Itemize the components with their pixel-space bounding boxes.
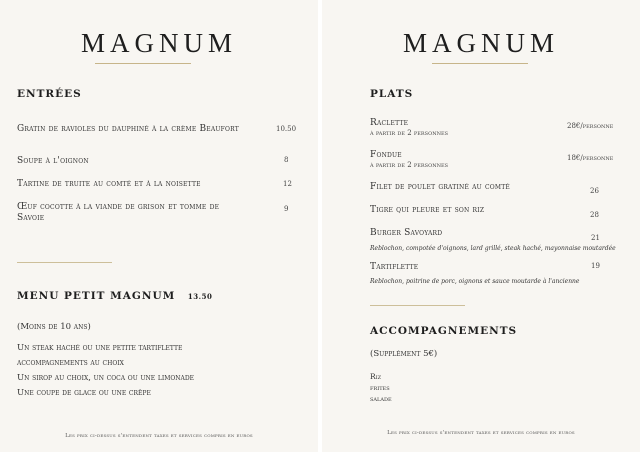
kids-menu-line: Un sirop au choix, un coca ou une limonade xyxy=(17,373,195,383)
entree-item-price: 8 xyxy=(284,156,289,164)
plat-item-price: 18€/personne xyxy=(567,154,614,162)
section-divider xyxy=(370,305,465,306)
plat-item-name: Raclette xyxy=(370,118,409,128)
brand-title: MAGNUM xyxy=(402,28,559,58)
section-divider xyxy=(17,262,112,263)
plat-item-price: 28€/personne xyxy=(567,122,614,130)
kids-menu-line: Une coupe de glace ou une crêpe xyxy=(17,388,151,398)
plat-item-price: 21 xyxy=(591,234,600,242)
kids-menu-title: MENU PETIT MAGNUM xyxy=(17,290,176,302)
entree-item-price: 9 xyxy=(284,205,289,213)
kids-menu-price: 13.50 xyxy=(187,292,213,301)
accompagnement-item: salade xyxy=(370,394,392,403)
accompagnements-note: (Supplément 5€) xyxy=(370,349,438,359)
entree-item-name: Soupe à l'oignon xyxy=(17,156,89,166)
plat-item-price: 19 xyxy=(591,262,600,270)
entree-item-name: Gratin de ravioles du dauphiné à la crème Beaufort xyxy=(17,124,239,134)
plat-item-note: à partir de 2 personnes xyxy=(370,129,449,137)
kids-menu-line: accompagnements au choix xyxy=(17,358,124,368)
plat-item-description: Reblochon, compotée d'oignons, lard grillé, steak haché, mayonnaise moutardée xyxy=(370,245,616,252)
price-footer-note: Les prix ci-dessus s'entendent taxes et services compris en euros xyxy=(387,430,575,436)
plat-item-name: Filet de poulet gratiné au comté xyxy=(370,182,510,192)
title-underline xyxy=(432,63,528,64)
kids-menu-heading xyxy=(17,290,212,302)
entree-item-name: Tartine de truite au comté et à la noisette xyxy=(17,179,201,189)
entree-item-price: 12 xyxy=(283,180,292,188)
accompagnement-item: frites xyxy=(370,383,390,392)
entrees-heading: ENTRÉES xyxy=(17,88,82,100)
kids-menu-line: Un steak haché ou une petite tartiflette xyxy=(17,343,183,353)
entree-item-price: 10.50 xyxy=(276,125,297,133)
kids-menu-age: (Moins de 10 ans) xyxy=(17,322,91,332)
plats-heading: PLATS xyxy=(370,88,414,100)
plat-item-price: 26 xyxy=(590,187,599,195)
menu-page-left xyxy=(0,0,318,452)
plat-item-description: Reblochon, poitrine de porc, oignons et sauce moutarde à l'ancienne xyxy=(370,278,580,285)
plat-item-name: Tigre qui pleure et son riz xyxy=(370,205,485,215)
price-footer-note: Les prix ci-dessus s'entendent taxes et services compris en euros xyxy=(65,433,253,439)
plat-item-name: Tartiflette xyxy=(370,262,419,272)
title-underline xyxy=(95,63,191,64)
plat-item-name: Burger Savoyard xyxy=(370,228,443,238)
plat-item-note: à partir de 2 personnes xyxy=(370,161,449,169)
accompagnements-heading: ACCOMPAGNEMENTS xyxy=(370,325,518,337)
brand-title: MAGNUM xyxy=(80,28,237,58)
entree-item-name: Œuf cocotte à la viande de grison et tomme de Savoie xyxy=(17,202,220,223)
menu-page-right xyxy=(322,0,640,452)
plat-item-price: 28 xyxy=(590,211,599,219)
accompagnement-item: Riz xyxy=(370,372,382,381)
plat-item-name: Fondue xyxy=(370,150,402,160)
